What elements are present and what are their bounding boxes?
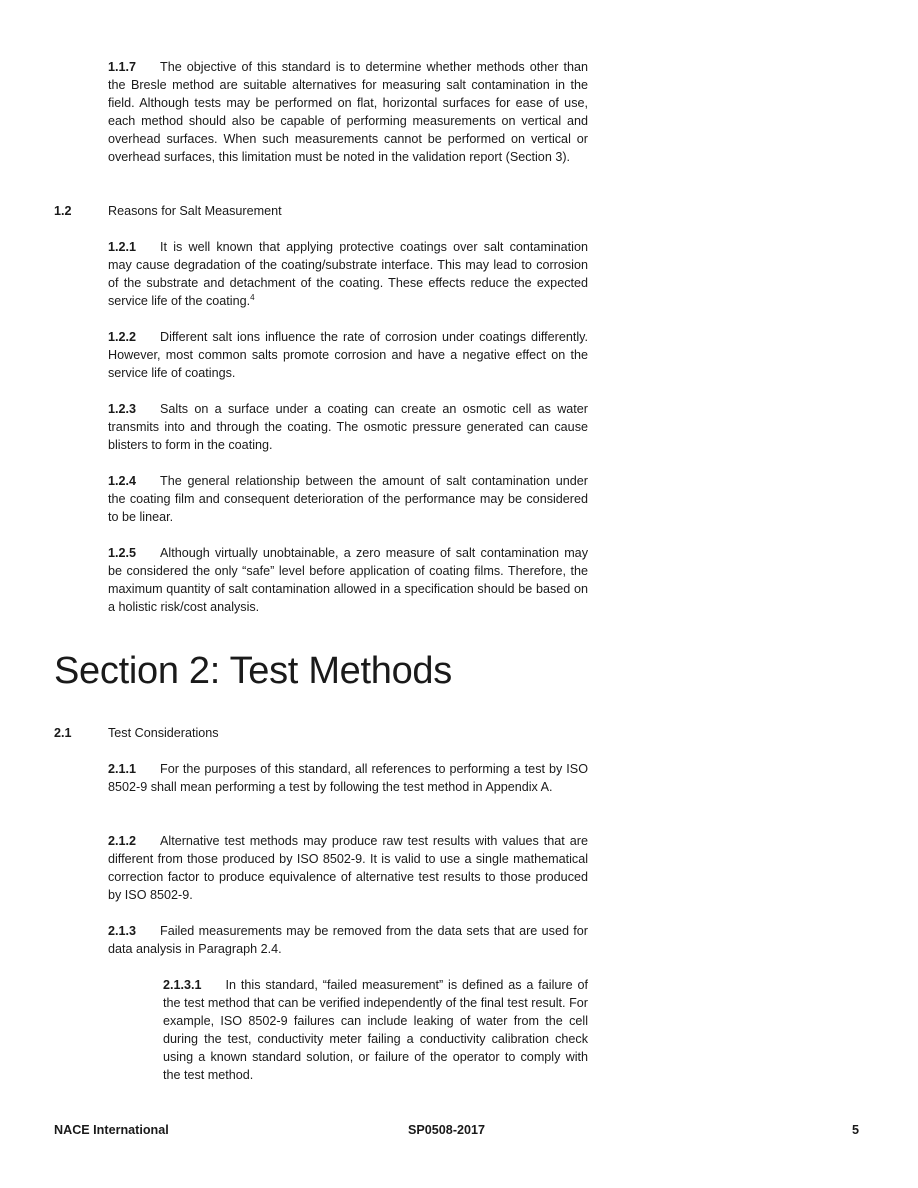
- paragraph-text: For the purposes of this standard, all references to performing a test by ISO 8502-9 shall mean performing a test by following the test method in Appendix A.: [108, 762, 588, 794]
- paragraph-text: The objective of this standard is to determine whether methods other than the Bresle method are suitable alternatives for measuring salt contamination in the field. Although tests may be performed on flat, horizontal surfaces for ease of use, each method should also be capable of performing measurements on vertical and overhead surfaces. When such measurements cannot be performed on vertical or overhead surfaces, this limitation must be noted in the validation report (Section 3).: [108, 60, 588, 164]
- paragraph-number: 1.2.1: [108, 240, 137, 254]
- paragraph-text: Salts on a surface under a coating can create an osmotic cell as water transmits into and through the coating. The osmotic pressure generated can cause blisters to form in the coating.: [108, 402, 588, 452]
- footer-page-number: 5: [851, 1123, 859, 1137]
- paragraph-1-2-5: [108, 544, 588, 616]
- paragraph-text: It is well known that applying protective coatings over salt contamination may cause degradation of the coating/substrate interface. This may lead to corrosion of the substrate and detachment of the coating. These effects reduce the expected service life of the coating.: [108, 240, 588, 308]
- section-title-1-2: Reasons for Salt Measurement: [108, 204, 282, 218]
- section-title-2-1: Test Considerations: [108, 726, 219, 740]
- paragraph-1-2-4: [108, 472, 588, 526]
- paragraph-number: 1.2.3: [108, 402, 137, 416]
- paragraph-1-1-7: [108, 58, 588, 166]
- paragraph-2-1-2: [108, 832, 588, 904]
- footer-document-id: SP0508-2017: [408, 1123, 486, 1137]
- paragraph-number: 1.2.4: [108, 474, 137, 488]
- paragraph-number: 1.2.5: [108, 546, 137, 560]
- paragraph-1-2-2: [108, 328, 588, 382]
- footnote-marker: 4: [250, 292, 255, 302]
- section-number-1-2: 1.2: [54, 204, 72, 218]
- section-number-2-1: 2.1: [54, 726, 72, 740]
- paragraph-1-2-1: [108, 238, 588, 310]
- section-heading: Section 2: Test Methods: [54, 650, 452, 692]
- paragraph-number: 2.1.2: [108, 834, 137, 848]
- paragraph-text: Failed measurements may be removed from the data sets that are used for data analysis in Paragraph 2.4.: [108, 924, 588, 956]
- paragraph-text: The general relationship between the amount of salt contamination under the coating film and consequent deterioration of the performance may be considered to be linear.: [108, 474, 588, 524]
- paragraph-number: 2.1.3.1: [163, 978, 202, 992]
- paragraph-text: Different salt ions influence the rate of corrosion under coatings differently. However, most common salts promote corrosion and have a negative effect on the service life of coatings.: [108, 330, 588, 380]
- paragraph-text: In this standard, “failed measurement” is defined as a failure of the test method that can be verified independently of the final test result. For example, ISO 8502-9 failures can include leaking of water from the cell during the test, conductivity meter failing a conductivity calibration check using a known standard solution, or failure of the operator to comply with the test method.: [163, 978, 588, 1082]
- paragraph-2-1-3-1: [163, 976, 588, 1084]
- paragraph-number: 1.2.2: [108, 330, 137, 344]
- paragraph-1-2-3: [108, 400, 588, 454]
- paragraph-text: Although virtually unobtainable, a zero measure of salt contamination may be considered the only “safe” level before application of coating films. Therefore, the maximum quantity of salt contamination allowed in a specification should be based on a holistic risk/cost analysis.: [108, 546, 588, 614]
- paragraph-number: 2.1.1: [108, 762, 137, 776]
- paragraph-2-1-1: [108, 760, 588, 796]
- paragraph-number: 1.1.7: [108, 60, 137, 74]
- paragraph-text: Alternative test methods may produce raw test results with values that are different from those produced by ISO 8502-9. It is valid to use a single mathematical correction factor to produce equivalence of alternative test results to those produced by ISO 8502-9.: [108, 834, 588, 902]
- paragraph-2-1-3: [108, 922, 588, 958]
- footer-organization: NACE International: [54, 1123, 169, 1137]
- paragraph-number: 2.1.3: [108, 924, 137, 938]
